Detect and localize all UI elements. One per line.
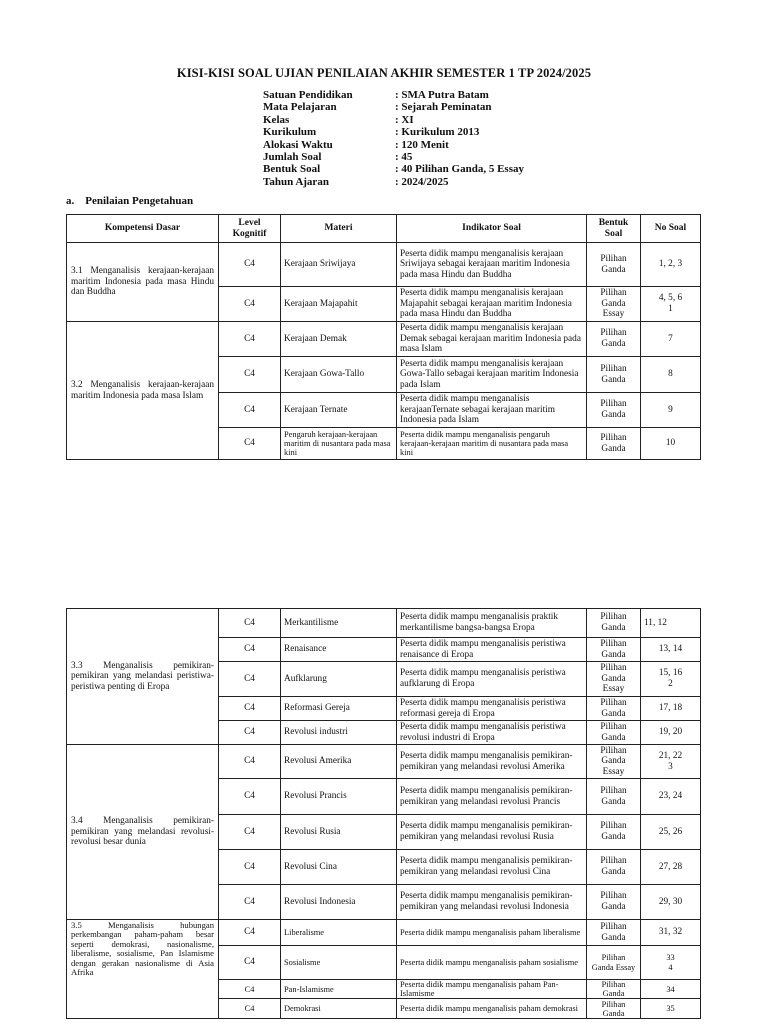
indikator-cell: Peserta didik mampu menganalisis pemikiran-pemikiran yang melandasi revolusi Prancis xyxy=(397,779,587,815)
no-soal-pg: 33 xyxy=(666,953,675,963)
level-cell: C4 xyxy=(219,609,281,638)
meta-row xyxy=(263,151,524,163)
meta-value: : Kurikulum 2013 xyxy=(395,126,480,139)
header-bentuk-soal: Bentuk Soal xyxy=(587,215,641,243)
materi-cell: Renaisance xyxy=(281,638,397,662)
bentuk-cell: Pilihan Ganda Essay xyxy=(587,287,641,322)
meta-row xyxy=(263,89,524,101)
indikator-cell: Peserta didik mampu menganalisis paham sosialisme xyxy=(397,946,587,980)
kompetensi-dasar-cell: 3.5 Menganalisis hubungan perkembangan paham-paham besar seperti demokrasi, nasionalisme, liberalisme, sosialisme, Pan Islamisme dengan gerakan nasionalisme di Asia Afrika xyxy=(67,920,219,1019)
header-materi: Materi xyxy=(281,215,397,243)
level-cell: C4 xyxy=(219,287,281,322)
no-soal-essay: 2 xyxy=(668,679,673,689)
bentuk-cell: Pilihan Ganda xyxy=(587,885,641,920)
materi-cell: Pan-Islamisme xyxy=(281,980,397,999)
no-soal-cell: 17, 18 xyxy=(641,697,701,721)
meta-value: : 40 Pilihan Ganda, 5 Essay xyxy=(395,163,524,176)
materi-cell: Kerajaan Ternate xyxy=(281,393,397,428)
materi-cell: Revolusi industri xyxy=(281,721,397,745)
no-soal-cell: 7 xyxy=(641,322,701,357)
bentuk-cell: Pilihan Ganda xyxy=(587,721,641,745)
bentuk-cell: Pilihan Ganda Essay xyxy=(587,946,641,980)
table-header-row xyxy=(67,215,701,243)
no-soal-cell xyxy=(641,662,701,697)
no-soal-cell: 27, 28 xyxy=(641,850,701,885)
meta-label: Mata Pelajaran xyxy=(263,101,337,114)
document-meta xyxy=(263,89,524,188)
materi-cell: Kerajaan Sriwijaya xyxy=(281,243,397,287)
materi-cell: Sosialisme xyxy=(281,946,397,980)
level-cell: C4 xyxy=(219,357,281,393)
bentuk-cell: Pilihan Ganda Essay xyxy=(587,745,641,779)
materi-cell: Liberalisme xyxy=(281,920,397,946)
indikator-cell: Peserta didik mampu menganalisis kerajaan Sriwijaya sebagai kerajaan maritim Indonesia pada masa Hindu dan Buddha xyxy=(397,243,587,287)
indikator-cell: Peserta didik mampu menganalisis pemikiran-pemikiran yang melandasi revolusi Rusia xyxy=(397,815,587,850)
no-soal-cell: 10 xyxy=(641,428,701,460)
indikator-cell: Peserta didik mampu menganalisis kerajaan Majapahit sebagai kerajaan maritim Indonesia pada masa Hindu dan Buddha xyxy=(397,287,587,322)
bentuk-cell: Pilihan Ganda xyxy=(587,357,641,393)
meta-row xyxy=(263,176,524,188)
meta-label: Kurikulum xyxy=(263,126,317,139)
meta-value: : 2024/2025 xyxy=(395,175,449,188)
indikator-cell: Peserta didik mampu menganalisis paham demokrasi xyxy=(397,999,587,1019)
level-cell: C4 xyxy=(219,999,281,1019)
meta-row xyxy=(263,163,524,175)
materi-cell: Kerajaan Majapahit xyxy=(281,287,397,322)
level-cell: C4 xyxy=(219,745,281,779)
materi-cell: Aufklarung xyxy=(281,662,397,697)
meta-value: : Sejarah Peminatan xyxy=(395,101,492,114)
no-soal-cell: 13, 14 xyxy=(641,638,701,662)
indikator-cell: Peserta didik mampu menganalisis pemikiran-pemikiran yang melandasi revolusi Amerika xyxy=(397,745,587,779)
meta-row xyxy=(263,114,524,126)
bentuk-cell: Pilihan Ganda Essay xyxy=(587,662,641,697)
table-row xyxy=(67,609,701,638)
no-soal-cell xyxy=(641,287,701,322)
level-cell: C4 xyxy=(219,815,281,850)
materi-cell: Revolusi Rusia xyxy=(281,815,397,850)
section-heading: a. Penilaian Pengetahuan xyxy=(66,195,194,207)
no-soal-cell: 11, 12 xyxy=(641,609,701,638)
no-soal-pg: 21, 22 xyxy=(658,750,683,761)
bentuk-cell: Pilihan Ganda xyxy=(587,322,641,357)
indikator-cell: Peserta didik mampu menganalisis kerajaan Gowa-Tallo sebagai kerajaan maritim Indonesia pada Islam xyxy=(397,357,587,393)
materi-cell: Revolusi Amerika xyxy=(281,745,397,779)
level-cell: C4 xyxy=(219,980,281,999)
no-soal-cell: 31, 32 xyxy=(641,920,701,946)
no-soal-essay: 4 xyxy=(668,962,673,972)
table-row xyxy=(67,322,701,357)
materi-cell: Merkantilisme xyxy=(281,609,397,638)
bentuk-cell: Pilihan Ganda xyxy=(587,243,641,287)
meta-value: : 45 xyxy=(395,150,413,163)
no-soal-cell: 23, 24 xyxy=(641,779,701,815)
meta-value: : 120 Menit xyxy=(395,138,449,151)
bentuk-cell: Pilihan Ganda xyxy=(587,999,641,1019)
materi-cell: Pengaruh kerajaan-kerajaan maritim di nusantara pada masa kini xyxy=(281,428,397,460)
indikator-cell: Peserta didik mampu menganalisis pemikiran-pemikiran yang melandasi revolusi Cina xyxy=(397,850,587,885)
meta-value: : XI xyxy=(395,113,414,126)
indikator-cell: Peserta didik mampu menganalisis pengaruh kerajaan-kerajaan maritim di nusantara pada masa kini xyxy=(397,428,587,460)
meta-label: Satuan Pendidikan xyxy=(263,89,353,101)
level-cell: C4 xyxy=(219,850,281,885)
no-soal-pg: 4, 5, 6 xyxy=(658,293,683,304)
document-title: KISI-KISI SOAL UJIAN PENILAIAN AKHIR SEMESTER 1 TP 2024/2025 xyxy=(176,66,592,80)
level-cell: C4 xyxy=(219,393,281,428)
bentuk-cell: Pilihan Ganda xyxy=(587,393,641,428)
materi-cell: Demokrasi xyxy=(281,999,397,1019)
meta-label: Bentuk Soal xyxy=(263,163,321,176)
no-soal-cell: 25, 26 xyxy=(641,815,701,850)
indikator-cell: Peserta didik mampu menganalisis praktik merkantilisme bangsa-bangsa Eropa xyxy=(397,609,587,638)
no-soal-cell xyxy=(641,745,701,779)
header-no-soal: No Soal xyxy=(641,215,701,243)
no-soal-cell: 1, 2, 3 xyxy=(641,243,701,287)
materi-cell: Revolusi Indonesia xyxy=(281,885,397,920)
no-soal-essay: 1 xyxy=(668,304,673,314)
meta-label: Kelas xyxy=(263,113,290,126)
kompetensi-dasar-cell: 3.1 Menganalisis kerajaan-kerajaan maritim Indonesia pada masa Hindu dan Buddha xyxy=(67,243,219,322)
level-cell: C4 xyxy=(219,779,281,815)
materi-cell: Kerajaan Gowa-Tallo xyxy=(281,357,397,393)
bentuk-cell: Pilihan Ganda xyxy=(587,850,641,885)
bentuk-cell: Pilihan Ganda xyxy=(587,779,641,815)
indikator-cell: Peserta didik mampu menganalisis peristiwa renaisance di Eropa xyxy=(397,638,587,662)
level-cell: C4 xyxy=(219,243,281,287)
bentuk-cell: Pilihan Ganda xyxy=(587,980,641,999)
no-soal-cell xyxy=(641,946,701,980)
no-soal-pg: 15, 16 xyxy=(658,668,683,679)
bentuk-cell: Pilihan Ganda xyxy=(587,638,641,662)
level-cell: C4 xyxy=(219,697,281,721)
header-level-kognitif: Level Kognitif xyxy=(219,215,281,243)
indikator-cell: Peserta didik mampu menganalisis paham liberalisme xyxy=(397,920,587,946)
meta-row xyxy=(263,139,524,151)
meta-label: Jumlah Soal xyxy=(263,150,322,163)
table-row xyxy=(67,243,701,287)
level-cell: C4 xyxy=(219,662,281,697)
kisi-kisi-table-page-2 xyxy=(66,608,701,1019)
bentuk-cell: Pilihan Ganda xyxy=(587,697,641,721)
table-row xyxy=(67,920,701,946)
table-row xyxy=(67,745,701,779)
header-indikator-soal: Indikator Soal xyxy=(397,215,587,243)
materi-cell: Reformasi Gereja xyxy=(281,697,397,721)
level-cell: C4 xyxy=(219,638,281,662)
meta-row xyxy=(263,126,524,138)
kisi-kisi-table-page-1 xyxy=(66,214,701,460)
header-kompetensi-dasar: Kompetensi Dasar xyxy=(67,215,219,243)
level-cell: C4 xyxy=(219,721,281,745)
bentuk-cell: Pilihan Ganda xyxy=(587,428,641,460)
kompetensi-dasar-cell: 3.2 Menganalisis kerajaan-kerajaan maritim Indonesia pada masa Islam xyxy=(67,322,219,460)
meta-label: Tahun Ajaran xyxy=(263,175,329,188)
indikator-cell: Peserta didik mampu menganalisis paham Pan-Islamisme xyxy=(397,980,587,999)
indikator-cell: Peserta didik mampu menganalisis peristiwa revolusi industri di Eropa xyxy=(397,721,587,745)
indikator-cell: Peserta didik mampu menganalisis peristiwa reformasi gereja di Eropa xyxy=(397,697,587,721)
indikator-cell: Peserta didik mampu menganalisis kerajaan Demak sebagai kerajaan maritim Indonesia pada masa Islam xyxy=(397,322,587,357)
materi-cell: Revolusi Cina xyxy=(281,850,397,885)
level-cell: C4 xyxy=(219,920,281,946)
level-cell: C4 xyxy=(219,946,281,980)
no-soal-cell: 35 xyxy=(641,999,701,1019)
no-soal-cell: 29, 30 xyxy=(641,885,701,920)
bentuk-cell: Pilihan Ganda xyxy=(587,815,641,850)
materi-cell: Revolusi Prancis xyxy=(281,779,397,815)
no-soal-cell: 19, 20 xyxy=(641,721,701,745)
indikator-cell: Peserta didik mampu menganalisis peristiwa aufklarung di Eropa xyxy=(397,662,587,697)
kompetensi-dasar-cell: 3.4 Menganalisis pemikiran-pemikiran yang melandasi revolusi-revolusi besar dunia xyxy=(67,745,219,920)
bentuk-cell: Pilihan Ganda xyxy=(587,920,641,946)
meta-value: : SMA Putra Batam xyxy=(395,89,489,101)
level-cell: C4 xyxy=(219,885,281,920)
no-soal-cell: 9 xyxy=(641,393,701,428)
no-soal-cell: 8 xyxy=(641,357,701,393)
level-cell: C4 xyxy=(219,322,281,357)
level-cell: C4 xyxy=(219,428,281,460)
no-soal-cell: 34 xyxy=(641,980,701,999)
no-soal-essay: 3 xyxy=(668,761,673,772)
indikator-cell: Peserta didik mampu menganalisis pemikiran-pemikiran yang melandasi revolusi Indonesia xyxy=(397,885,587,920)
kompetensi-dasar-cell: 3.3 Menganalisis pemikiran-pemikiran yang melandasi peristiwa-peristiwa penting di Eropa xyxy=(67,609,219,745)
indikator-cell: Peserta didik mampu menganalisis kerajaanTernate sebagai kerajaan maritim Indonesia pada Islam xyxy=(397,393,587,428)
materi-cell: Kerajaan Demak xyxy=(281,322,397,357)
meta-label: Alokasi Waktu xyxy=(263,138,333,151)
bentuk-cell: Pilihan Ganda xyxy=(587,609,641,638)
meta-row xyxy=(263,101,524,113)
